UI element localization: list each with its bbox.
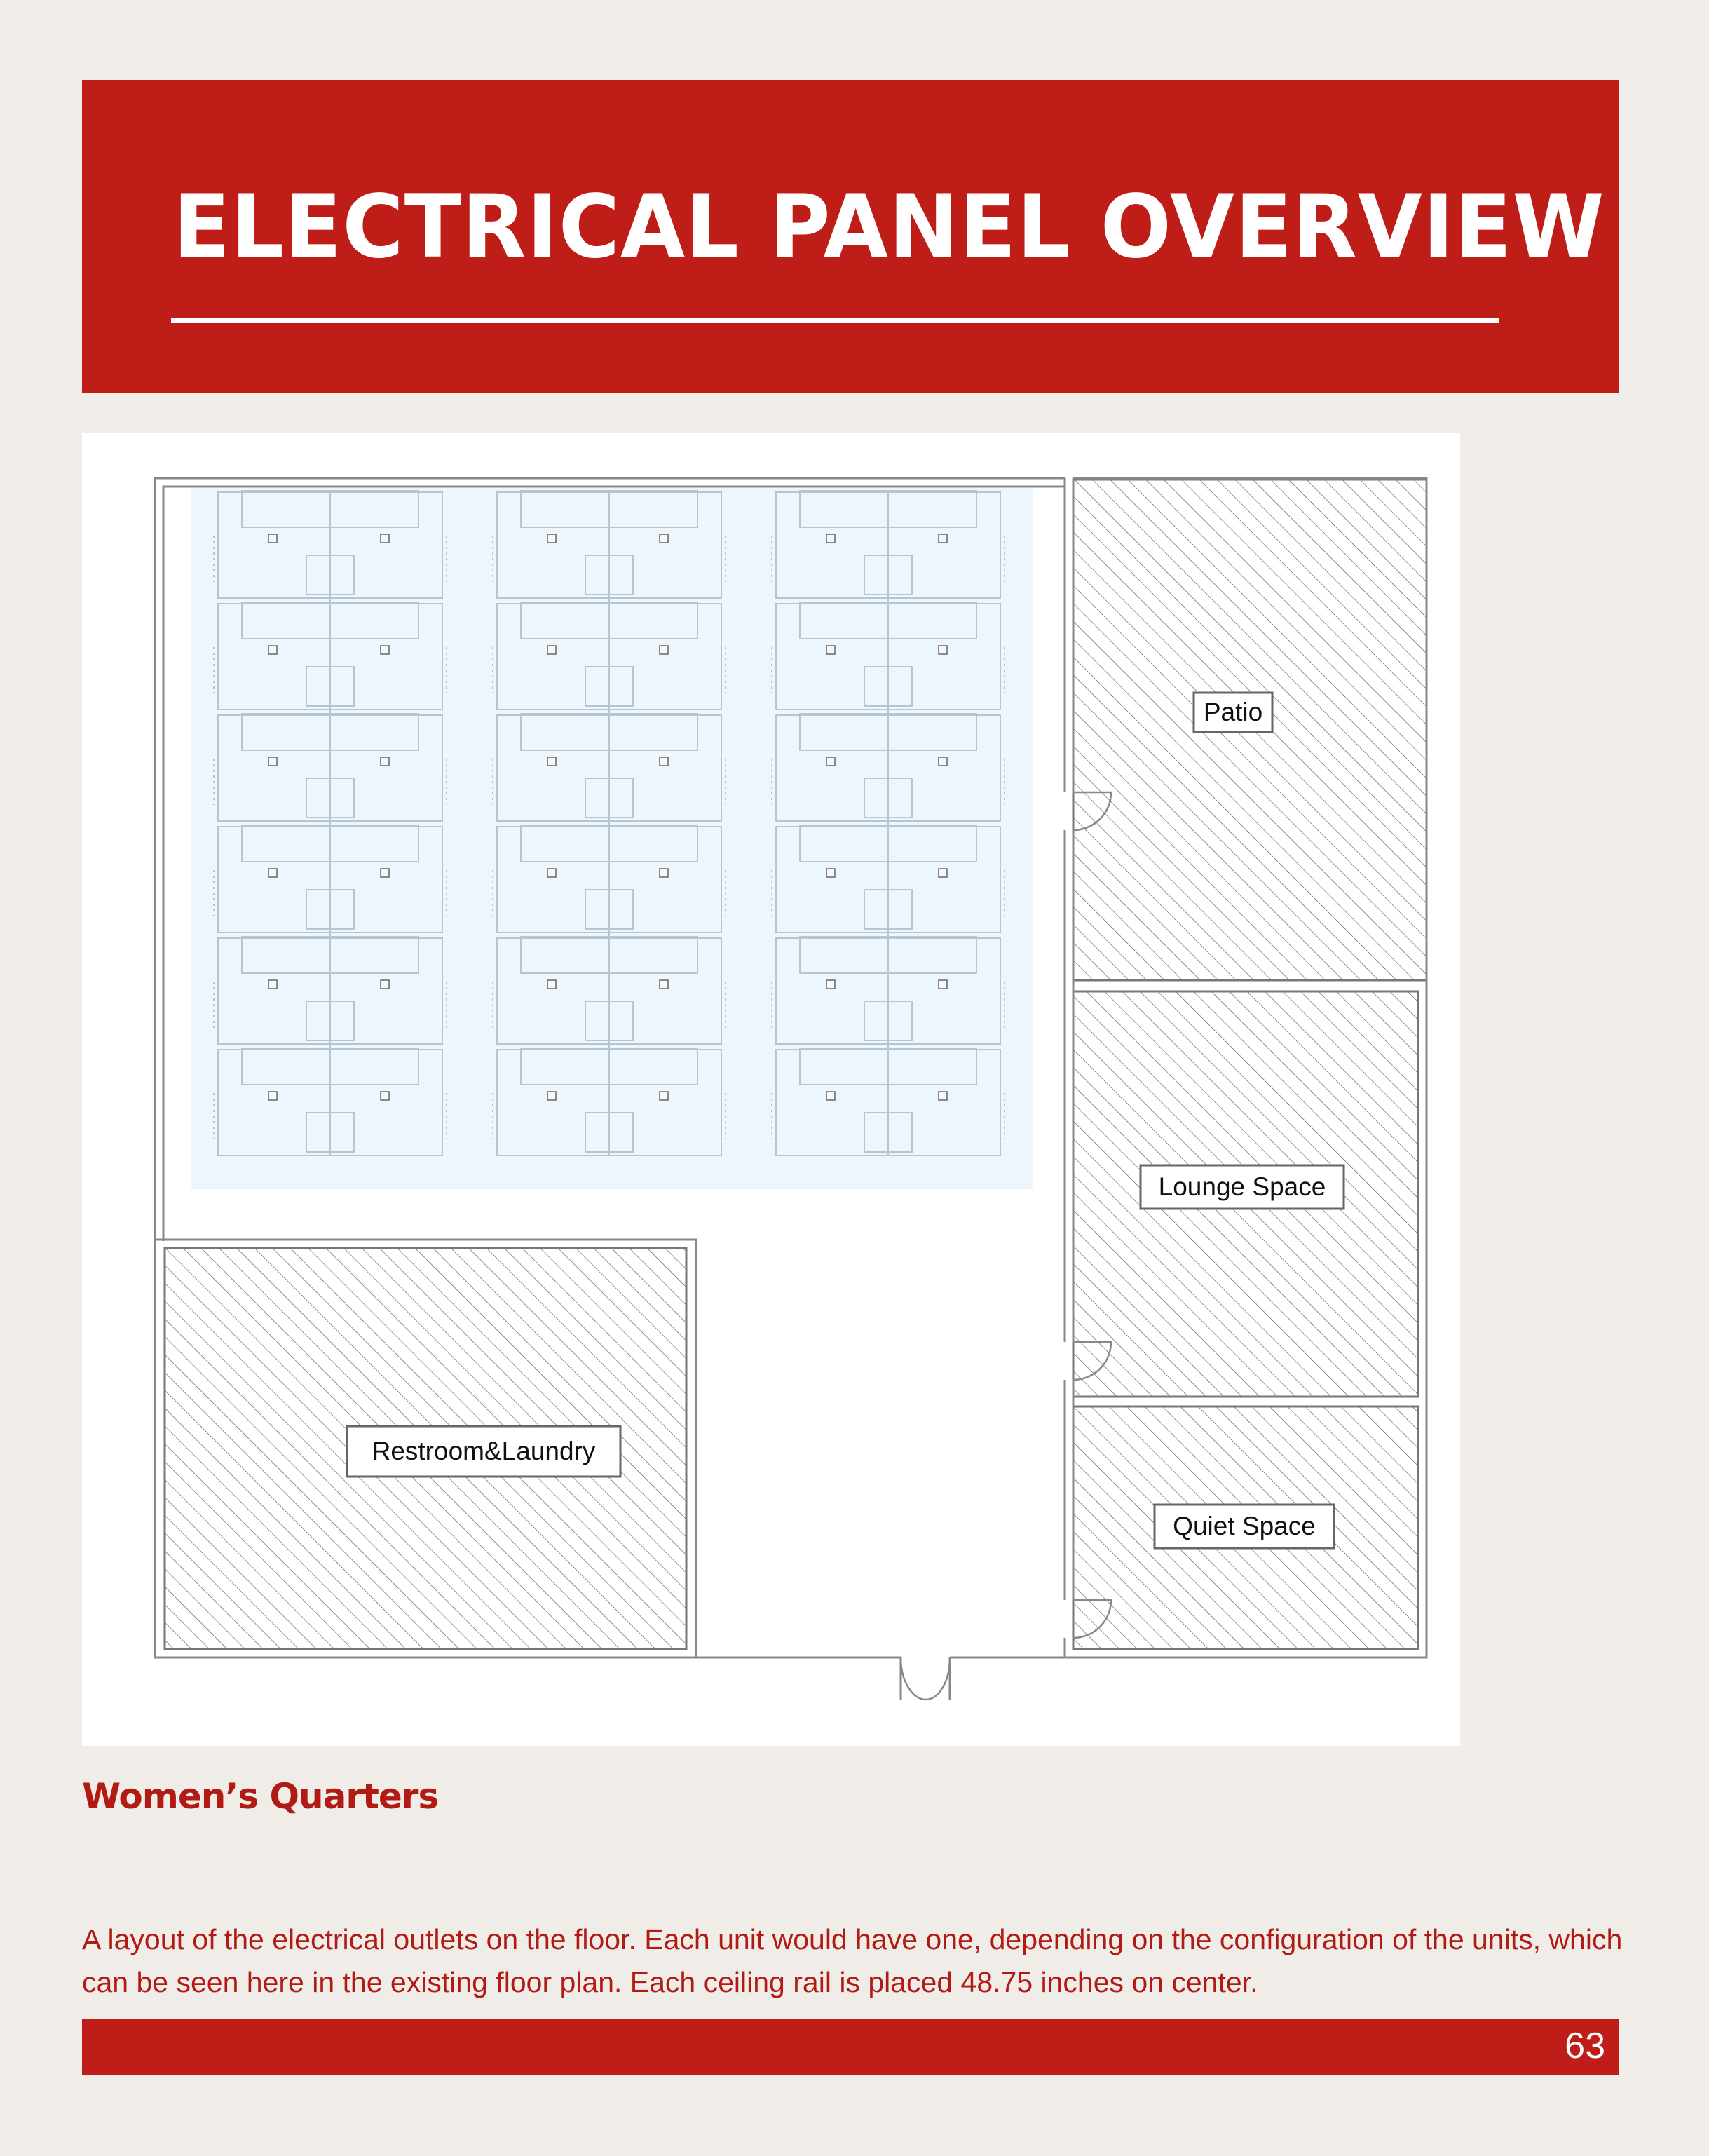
patio-label xyxy=(1194,693,1272,732)
outlet-icon xyxy=(547,980,556,989)
outlet-icon xyxy=(660,869,668,877)
footer-bar xyxy=(82,2019,1619,2075)
title-underline xyxy=(171,318,1499,323)
outlet-icon xyxy=(547,646,556,654)
outlet-icon xyxy=(268,757,277,766)
outlet-icon xyxy=(268,980,277,989)
outlet-icon xyxy=(268,646,277,654)
outlet-icon xyxy=(826,646,835,654)
page-title: ELECTRICAL PANEL OVERVIEW xyxy=(173,177,1605,278)
section-subtitle: Women’s Quarters xyxy=(82,1776,439,1817)
outlet-icon xyxy=(939,757,947,766)
outlet-icon xyxy=(939,980,947,989)
svg-text:Restroom&Laundry: Restroom&Laundry xyxy=(372,1437,596,1465)
svg-text:Patio: Patio xyxy=(1203,698,1263,726)
lounge-space-label xyxy=(1141,1165,1344,1209)
outlet-icon xyxy=(660,534,668,543)
floor-plan xyxy=(82,433,1460,1746)
header-banner xyxy=(82,80,1619,393)
outlet-icon xyxy=(660,646,668,654)
floor-plan-drawing xyxy=(82,433,1460,1746)
outlet-icon xyxy=(939,534,947,543)
outlet-icon xyxy=(268,1092,277,1100)
outlet-icon xyxy=(660,757,668,766)
outlet-icon xyxy=(826,534,835,543)
page-number: 63 xyxy=(1565,2026,1605,2066)
outlet-icon xyxy=(547,534,556,543)
outlet-icon xyxy=(826,869,835,877)
outlet-icon xyxy=(547,869,556,877)
outlet-icon xyxy=(268,534,277,543)
outlet-icon xyxy=(381,534,389,543)
outlet-icon xyxy=(381,869,389,877)
outlet-icon xyxy=(939,646,947,654)
caption-text: A layout of the electrical outlets on the floor. Each unit would have one, depending on the configuration of the units, which can be seen here in the existing floor plan. Each ceiling rail is placed 48.75 inches on center. xyxy=(82,1923,1623,1998)
outlet-icon xyxy=(826,980,835,989)
outlet-icon xyxy=(381,646,389,654)
svg-text:Lounge Space: Lounge Space xyxy=(1158,1172,1326,1201)
outlet-icon xyxy=(939,869,947,877)
outlet-icon xyxy=(826,1092,835,1100)
outlet-icon xyxy=(381,1092,389,1100)
quiet-space-label xyxy=(1155,1505,1334,1548)
outlet-icon xyxy=(939,1092,947,1100)
outlet-icon xyxy=(547,1092,556,1100)
outlet-icon xyxy=(381,980,389,989)
outlet-icon xyxy=(268,869,277,877)
outlet-icon xyxy=(660,980,668,989)
outlet-icon xyxy=(381,757,389,766)
outlet-icon xyxy=(826,757,835,766)
svg-text:Quiet Space: Quiet Space xyxy=(1173,1512,1316,1540)
outlet-icon xyxy=(660,1092,668,1100)
restroom-laundry-label xyxy=(347,1426,620,1477)
outlet-icon xyxy=(547,757,556,766)
